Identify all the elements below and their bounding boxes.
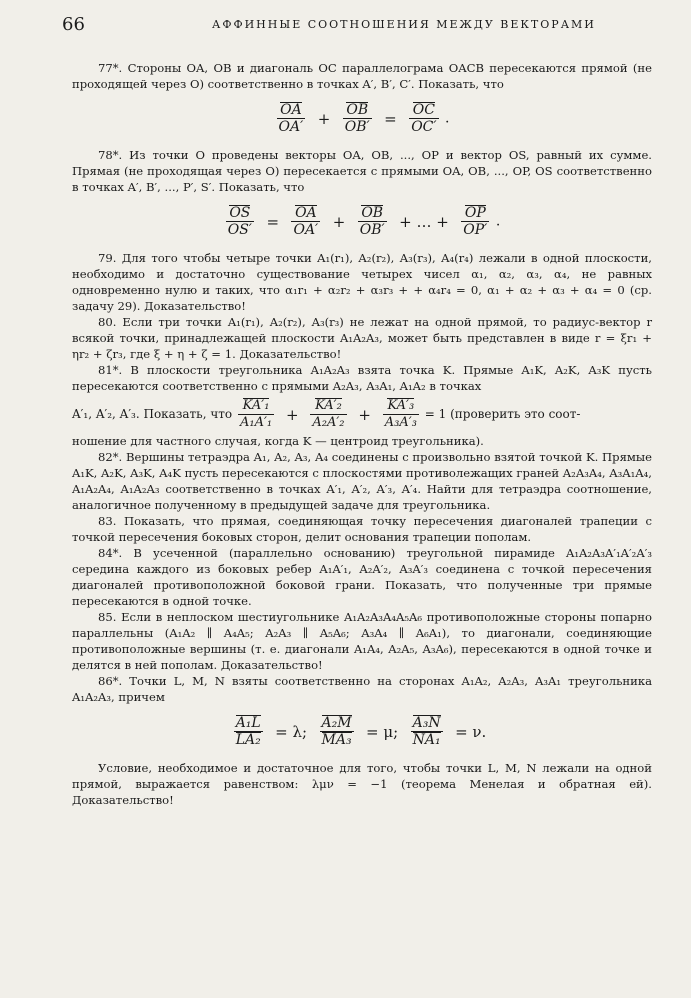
problem-84: 84*. В усеченной (параллельно основанию) треугольной пирамиде A₁A₂A₃A′₁A′₂A′₃ середина каждого из боковых ребер A₁A′₁, A₂A′₂, A₃A′₃ соединена с точкой пересечения диагоналей противоположной боковой грани. Показать, что полученные три прямые пересекаются в одной точке. (72, 546, 652, 608)
f78-p-den: OP′ (463, 222, 488, 238)
problem-77: 77*. Стороны OA, OB и диагональ OC параллелограма OACB пересекаются прямой (не проходящей через O) соответственно в точках A′, B′, C′. Показать, что (72, 61, 652, 91)
f77-c-den: OC′ (411, 119, 437, 135)
f77-plus: + (317, 109, 331, 128)
f81-b-num: KA′₂ (315, 398, 342, 413)
page-number: 66 (62, 14, 85, 35)
f77-end: . (445, 110, 450, 127)
f81-pre: A′₁, A′₂, A′₃. Показать, что (72, 407, 233, 421)
f77-c-num: OC (412, 102, 435, 118)
f77-a-den: OA′ (278, 119, 304, 135)
problem-79: 79. Для того чтобы четыре точки A₁(r₁), A₂(r₂), A₃(r₃), A₄(r₄) лежали в одной плоскости, необходимо и достаточно существование четырех чисел α₁, α₂, α₃, α₄, не равных одновременно нулю и таких, что α₁r₁ + α₂r₂ + α₃r₃ + + α₄r₄ = 0, α₁ + α₂ + α₃ + α₄ = 0 (ср. задачу 29). Доказательство! (72, 251, 652, 313)
f78-b-num: OB (361, 205, 384, 221)
f78-end: . (495, 213, 501, 230)
formula-86 (72, 715, 652, 748)
page-header (62, 14, 651, 38)
f77-eq: = (384, 109, 397, 128)
f81-a-den: A₁A′₁ (239, 415, 273, 430)
f78-plus: + (332, 212, 346, 231)
f78-s-num: OS (229, 205, 251, 221)
f81-c-num: KA′₃ (387, 398, 415, 413)
f78-p-num: OP (464, 205, 486, 221)
f81-c-den: A₃A′₃ (384, 415, 417, 430)
page-body (72, 60, 652, 808)
f81-eq: = 1 (424, 407, 447, 421)
f77-b-den: OB′ (344, 119, 370, 135)
f77-b-num: OB (346, 102, 369, 118)
f86-b-den: MA₃ (321, 732, 352, 748)
f78-a-num: OA (295, 205, 317, 221)
f81-plus-1: + (285, 405, 299, 424)
f86-a-eq: = λ; (275, 722, 308, 741)
problem-80: 80. Если три точки A₁(r₁), A₂(r₂), A₃(r₃) не лежат на одной прямой, то радиус-вектор r всякой точки, принадлежащей плоскости A₁A₂A₃, может быть представлен в виде r = ξr₁ + ηr₂ + ζr₃, где ξ + η + ζ = 1. Доказательство! (72, 315, 652, 361)
problem-83: 83. Показать, что прямая, соединяющая точку пересечения диагоналей трапеции с точкой пересечения боковых сторон, делит основания трапеции пополам. (72, 514, 652, 544)
f86-c-num: A₃N (412, 715, 441, 731)
formula-78 (72, 205, 652, 238)
f86-b-eq: = μ; (366, 722, 399, 741)
f78-a-den: OA′ (293, 222, 319, 238)
problem-81: 81*. В плоскости треугольника A₁A₂A₃ взята точка K. Прямые A₁K, A₂K, A₃K пусть пересекаются соответственно с прямыми A₂A₃, A₃A₁, A₁A₂ в точках (72, 363, 652, 393)
f86-b-num: A₂M (321, 715, 352, 731)
problem-78: 78*. Из точки O проведены векторы OA, OB, ..., OP и вектор OS, равный их сумме. Прямая (не проходящая через O) пересекается с прямыми OA, OB, ..., OP, OS соответственно в точках A′, B′, ..., P′, S′. Показать, что (72, 148, 652, 194)
problem-86-cont: Условие, необходимое и достаточное для того, чтобы точки L, M, N лежали на одной прямой, выражается равенством: λμν = −1 (теорема Менелая и обратная ей). Доказательство! (72, 761, 652, 807)
f78-dots: + … + (399, 212, 449, 231)
running-title: АФФИННЫЕ СООТНОШЕНИЯ МЕЖДУ ВЕКТОРАМИ (212, 18, 596, 31)
formula-77 (72, 102, 652, 135)
problem-85: 85. Если в неплоском шестиугольнике A₁A₂A₃A₄A₅A₆ противоположные стороны попарно параллельны (A₁A₂ ∥ A₄A₅; A₂A₃ ∥ A₅A₆; A₃A₄ ∥ A₆A₁), то диагонали, соединяющие противоположные вершины (т. е. диагонали A₁A₄, A₂A₅, A₃A₆), пересекаются в одной точке и делятся в ней пополам. Доказательство! (72, 610, 652, 672)
f81-plus-2: + (358, 405, 371, 424)
problem-86: 86*. Точки L, M, N взяты соответственно на сторонах A₁A₂, A₂A₃, A₃A₁ треугольника A₁A₂A₃, причем (72, 674, 652, 704)
problem-82: 82*. Вершины тетраэдра A₁, A₂, A₃, A₄ соединены с произвольно взятой точкой K. Прямые A₁K, A₂K, A₃K, A₄K пусть пересекаются с плоскостями противолежащих граней A₂A₃A₄, A₃A₁A₄, A₁A₂A₄, A₁A₂A₃ соответственно в точках A′₁, A′₂, A′₃, A′₄. Найти для тетраэдра соотношение, аналогичное полученному в предыдущей задаче для треугольника. (72, 450, 652, 512)
f81-b-den: A₂A′₂ (312, 415, 345, 430)
formula-81 (72, 398, 652, 431)
problem-81-cont: ношение для частного случая, когда K — центроид треугольника). (72, 434, 484, 448)
f81-a-num: KA′₁ (242, 398, 270, 413)
f86-a-den: LA₂ (235, 732, 261, 748)
f78-b-den: OB′ (359, 222, 385, 238)
f86-c-den: NA₁ (412, 732, 441, 748)
f81-post: (проверить это соот- (450, 407, 581, 421)
f86-c-eq: = ν. (455, 722, 487, 741)
f78-eq: = (266, 212, 280, 231)
f78-s-den: OS′ (227, 222, 252, 238)
f77-a-num: OA (280, 102, 302, 118)
f86-a-num: A₁L (235, 715, 261, 731)
